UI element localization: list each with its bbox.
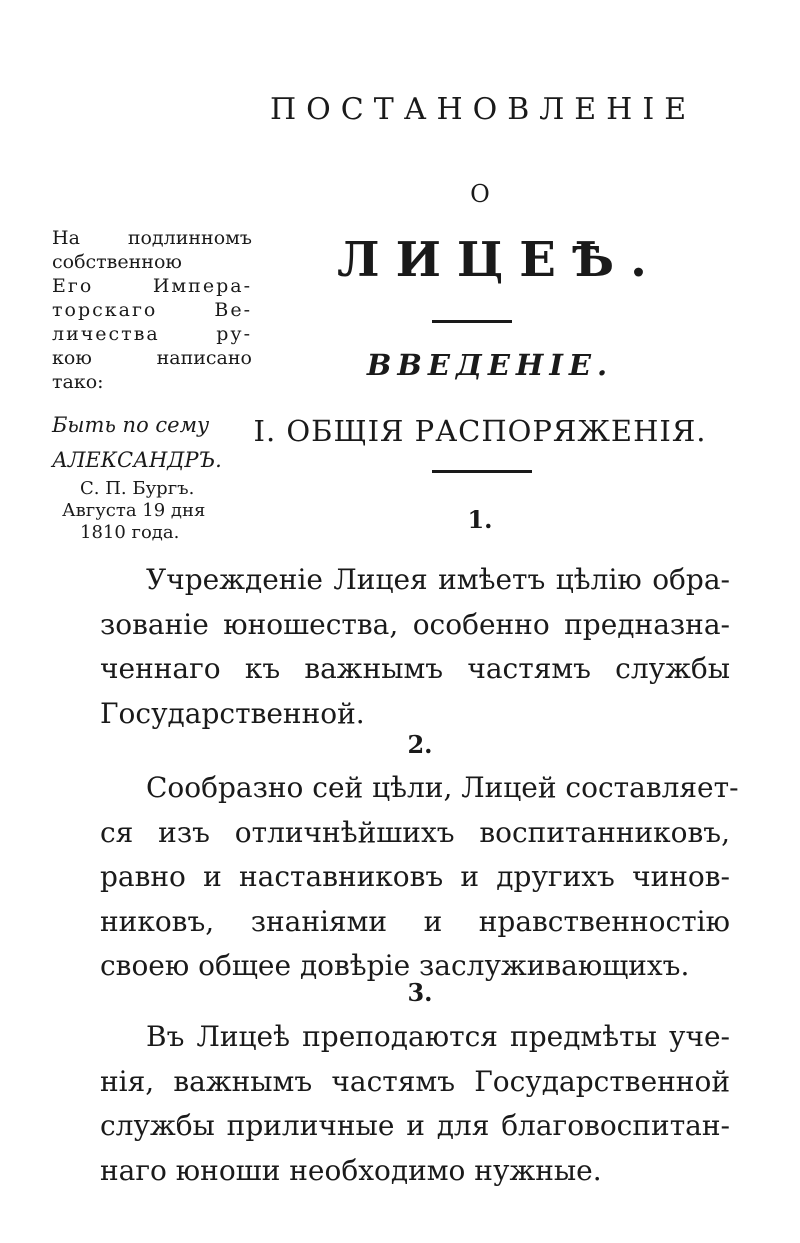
paragraph-line: Сообразно сей цѣли, Лицей составляет- — [146, 771, 739, 804]
article-paragraph — [100, 766, 739, 989]
margin-note-line: Его Импера- — [52, 275, 252, 297]
article-paragraph — [100, 1015, 730, 1193]
margin-note-line: личества ру- — [52, 323, 252, 345]
margin-note — [52, 226, 252, 544]
paragraph-line: своею общее довѣрiе заслуживающихъ. — [100, 949, 690, 982]
margin-note-line: собственною — [52, 251, 182, 273]
margin-note-line: кою написано — [52, 347, 252, 369]
title-preposition: О — [470, 180, 490, 208]
margin-note-line: торскаго Ве- — [52, 299, 252, 321]
paragraph-line: наго юноши необходимо нужные. — [100, 1153, 602, 1187]
paragraph-line: нiя, важнымъ частямъ Государственной — [100, 1064, 730, 1098]
paragraph-line: Государственной. — [100, 696, 365, 730]
signature-year: 1810 года. — [80, 522, 180, 543]
paragraph-line: ченнаго къ важнымъ частямъ службы — [100, 652, 730, 685]
signature-date: Августа 19 дня — [62, 500, 206, 521]
paragraph-line: равно и наставниковъ и другихъ чинов- — [100, 860, 730, 893]
paragraph-line: Учрежденiе Лицея имѣетъ цѣлiю обра- — [146, 563, 730, 596]
article-number: 1. — [467, 505, 493, 534]
article-paragraph — [100, 558, 730, 736]
article-number: 3. — [407, 978, 433, 1007]
introduction-heading: ВВЕДЕНIЕ. — [366, 348, 614, 382]
signature-place: С. П. Бургъ. — [80, 478, 195, 499]
divider-rule — [432, 470, 532, 473]
lyceum-heading: ЛИЦЕѢ. — [337, 232, 663, 288]
paragraph-line: Въ Лицеѣ преподаются предмѣты уче- — [146, 1020, 730, 1053]
section-heading: I. ОБЩIЯ РАСПОРЯЖЕНIЯ. — [253, 414, 707, 448]
signature-line: Быть по сему — [52, 413, 210, 437]
paragraph-line: зованiе юношества, особенно предназна- — [100, 607, 730, 641]
paragraph-line: службы приличные и для благовоспитан- — [100, 1109, 730, 1142]
document-title: ПОСТАНОВЛЕНIЕ — [270, 92, 697, 127]
article-number: 2. — [407, 730, 433, 759]
margin-note-line: На подлинномъ — [52, 227, 252, 249]
paragraph-line: никовъ, знанiями и нравственностiю — [100, 904, 730, 938]
signature-name: АЛЕКСАНДРЪ. — [52, 448, 222, 472]
divider-rule — [432, 320, 512, 323]
paragraph-line: ся изъ отличнѣйшихъ воспитанниковъ, — [100, 815, 730, 849]
margin-note-line: тако: — [52, 371, 104, 393]
